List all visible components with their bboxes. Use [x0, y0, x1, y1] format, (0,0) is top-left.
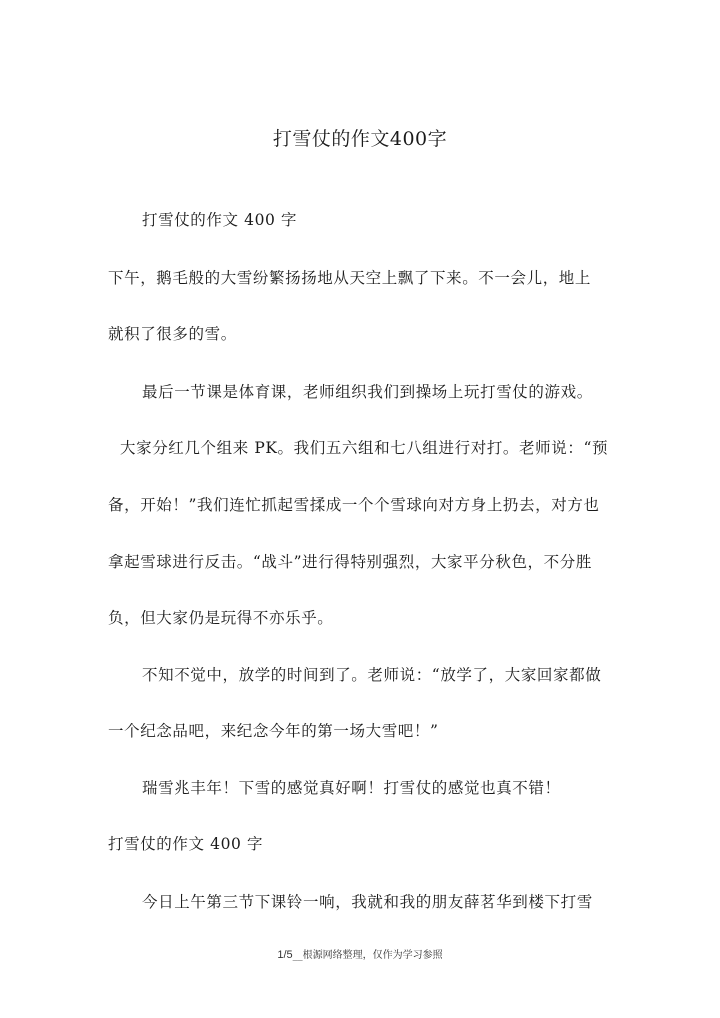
document-title: 打雪仗的作文400字 — [272, 128, 448, 150]
paragraph-line: 最后一节课是体育课，老师组织我们到操场上玩打雪仗的游戏。 — [142, 383, 593, 401]
footer-separator: __ — [292, 950, 303, 961]
paragraph-line: 就积了很多的雪。 — [108, 325, 237, 343]
paragraph-line: 备，开始！”我们连忙抓起雪揉成一个个雪球向对方身上扔去，对方也 — [108, 496, 600, 514]
paragraph-line: 一个纪念品吧，来纪念今年的第一场大雪吧！” — [108, 722, 439, 740]
paragraph-line: 今日上午第三节下课铃一响，我就和我的朋友薛茗华到楼下打雪 — [142, 893, 593, 911]
section-heading-line: 打雪仗的作文 400 字 — [108, 835, 264, 853]
paragraph-line: 拿起雪球进行反击。“战斗”进行得特别强烈，大家平分秋色，不分胜 — [108, 553, 592, 571]
paragraph-line: 瑞雪兆丰年！下雪的感觉真好啊！打雪仗的感觉也真不错！ — [142, 779, 561, 797]
paragraph-line: 下午，鹅毛般的大雪纷繁扬扬地从天空上飘了下来。不一会儿，地上 — [108, 269, 592, 287]
page-number: 1/5 — [277, 949, 293, 961]
subtitle-line: 打雪仗的作文 400 字 — [142, 211, 298, 229]
paragraph-line: 不知不觉中，放学的时间到了。老师说：“放学了，大家回家都做 — [142, 666, 602, 684]
footer-note: 根源网络整理，仅作为学习参照 — [302, 950, 443, 961]
paragraph-line: 负，但大家仍是玩得不亦乐乎。 — [108, 609, 334, 627]
page-footer — [0, 946, 720, 961]
paragraph-line: 大家分红几个组来 PK。我们五六组和七八组进行对打。老师说：“预 — [120, 439, 609, 457]
